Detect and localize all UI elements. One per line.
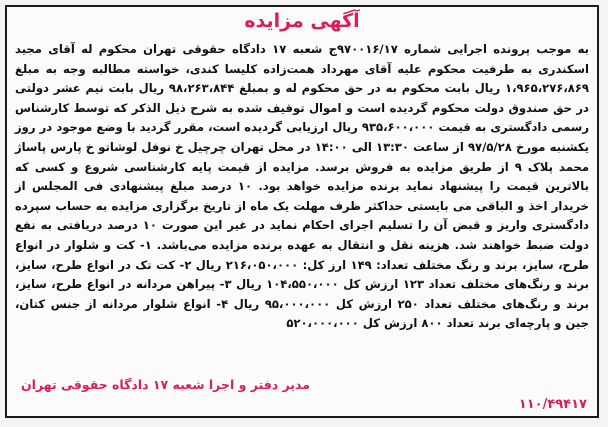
notice-title: آگهی مزایده bbox=[244, 10, 360, 32]
auction-notice bbox=[5, 5, 599, 418]
notice-code: ۱۱۰/۴۹۴۱۷ bbox=[518, 397, 587, 412]
notice-body: به موجب پرونده اجرایی شماره ۹۷۰۰۱۶/۱۷ج شعبه ۱۷ دادگاه حقوقی تهران محکوم له آقای مجید اسکندری به طرفیت محکوم علیه آقای مهرداد همت‌زاده کلیسا کندی، خواسته مطالبه وجه به مبلغ ۱،۹۶۵،۲۷۶،۸۶۹ ریال بابت محکوم به در حق محکوم له و بمبلغ ۹۸،۲۶۳،۸۴۴ ریال بابت نیم عشر دولتی در حق صندوق دولت محکوم گردیده است و اموال توقیف شده به شرح ذیل الذکر که توسط کارشناس رسمی دادگستری به قیمت ۹۳۵،۶۰۰،۰۰۰ ریال ارزیابی گردیده است، مقرر گردید با وضع موجود در روز یکشنبه مورخ ۹۷/۵/۲۸ از ساعت ۱۳:۳۰ الی ۱۴:۰۰ در محل تهران چرچیل خ نوفل لوشاتو خ پارس پاساژ محمد پلاک ۹ از طریق مزایده به فروش برسد. مزایده از قیمت پایه کارشناسی شروع و کسی که بالاترین قیمت را پیشنهاد نماید برنده مزایده خواهد بود. ۱۰ درصد مبلغ پیشنهادی فی المجلس از خریدار اخذ و الباقی می بایستی حداکثر ظرف مهلت یک ماه از تاریخ برگزاری مزایده به حساب سپرده دادگستری واریز و قبض آن را تسلیم اجرای احکام نماید در غیر این صورت ۱۰ درصد دریافتی به نفع دولت ضبط خواهند شد. هزینه نقل و انتقال به عهده برنده مزایده می‌باشد. ۱- کت و شلوار در انواع طرح، سایز، برند و رنگ مختلف تعداد: ۱۴۹ ارز کل: ۲۱۶،۰۵۰،۰۰۰ ریال ۲- کت تک در انواع طرح، سایز، برند و رنگ‌های مختلف تعداد ۱۲۳ ارزش کل ۱۰۴،۵۵۰،۰۰۰ ریال ۳- پیراهن مردانه در انواع طرح، سایز، برند و رنگ‌های مختلف تعداد ۲۵۰ ارزش کل ۹۵،۰۰۰،۰۰۰ ریال ۴- انواع شلوار مردانه از جنس کتان، جین و پارچه‌ای برند تعداد ۸۰۰ ارزش کل ۵۲۰،۰۰۰،۰۰۰ bbox=[15, 42, 590, 331]
notice-signature: مدیر دفتر و اجرا شعبه ۱۷ دادگاه حقوقی تهران bbox=[21, 377, 310, 392]
